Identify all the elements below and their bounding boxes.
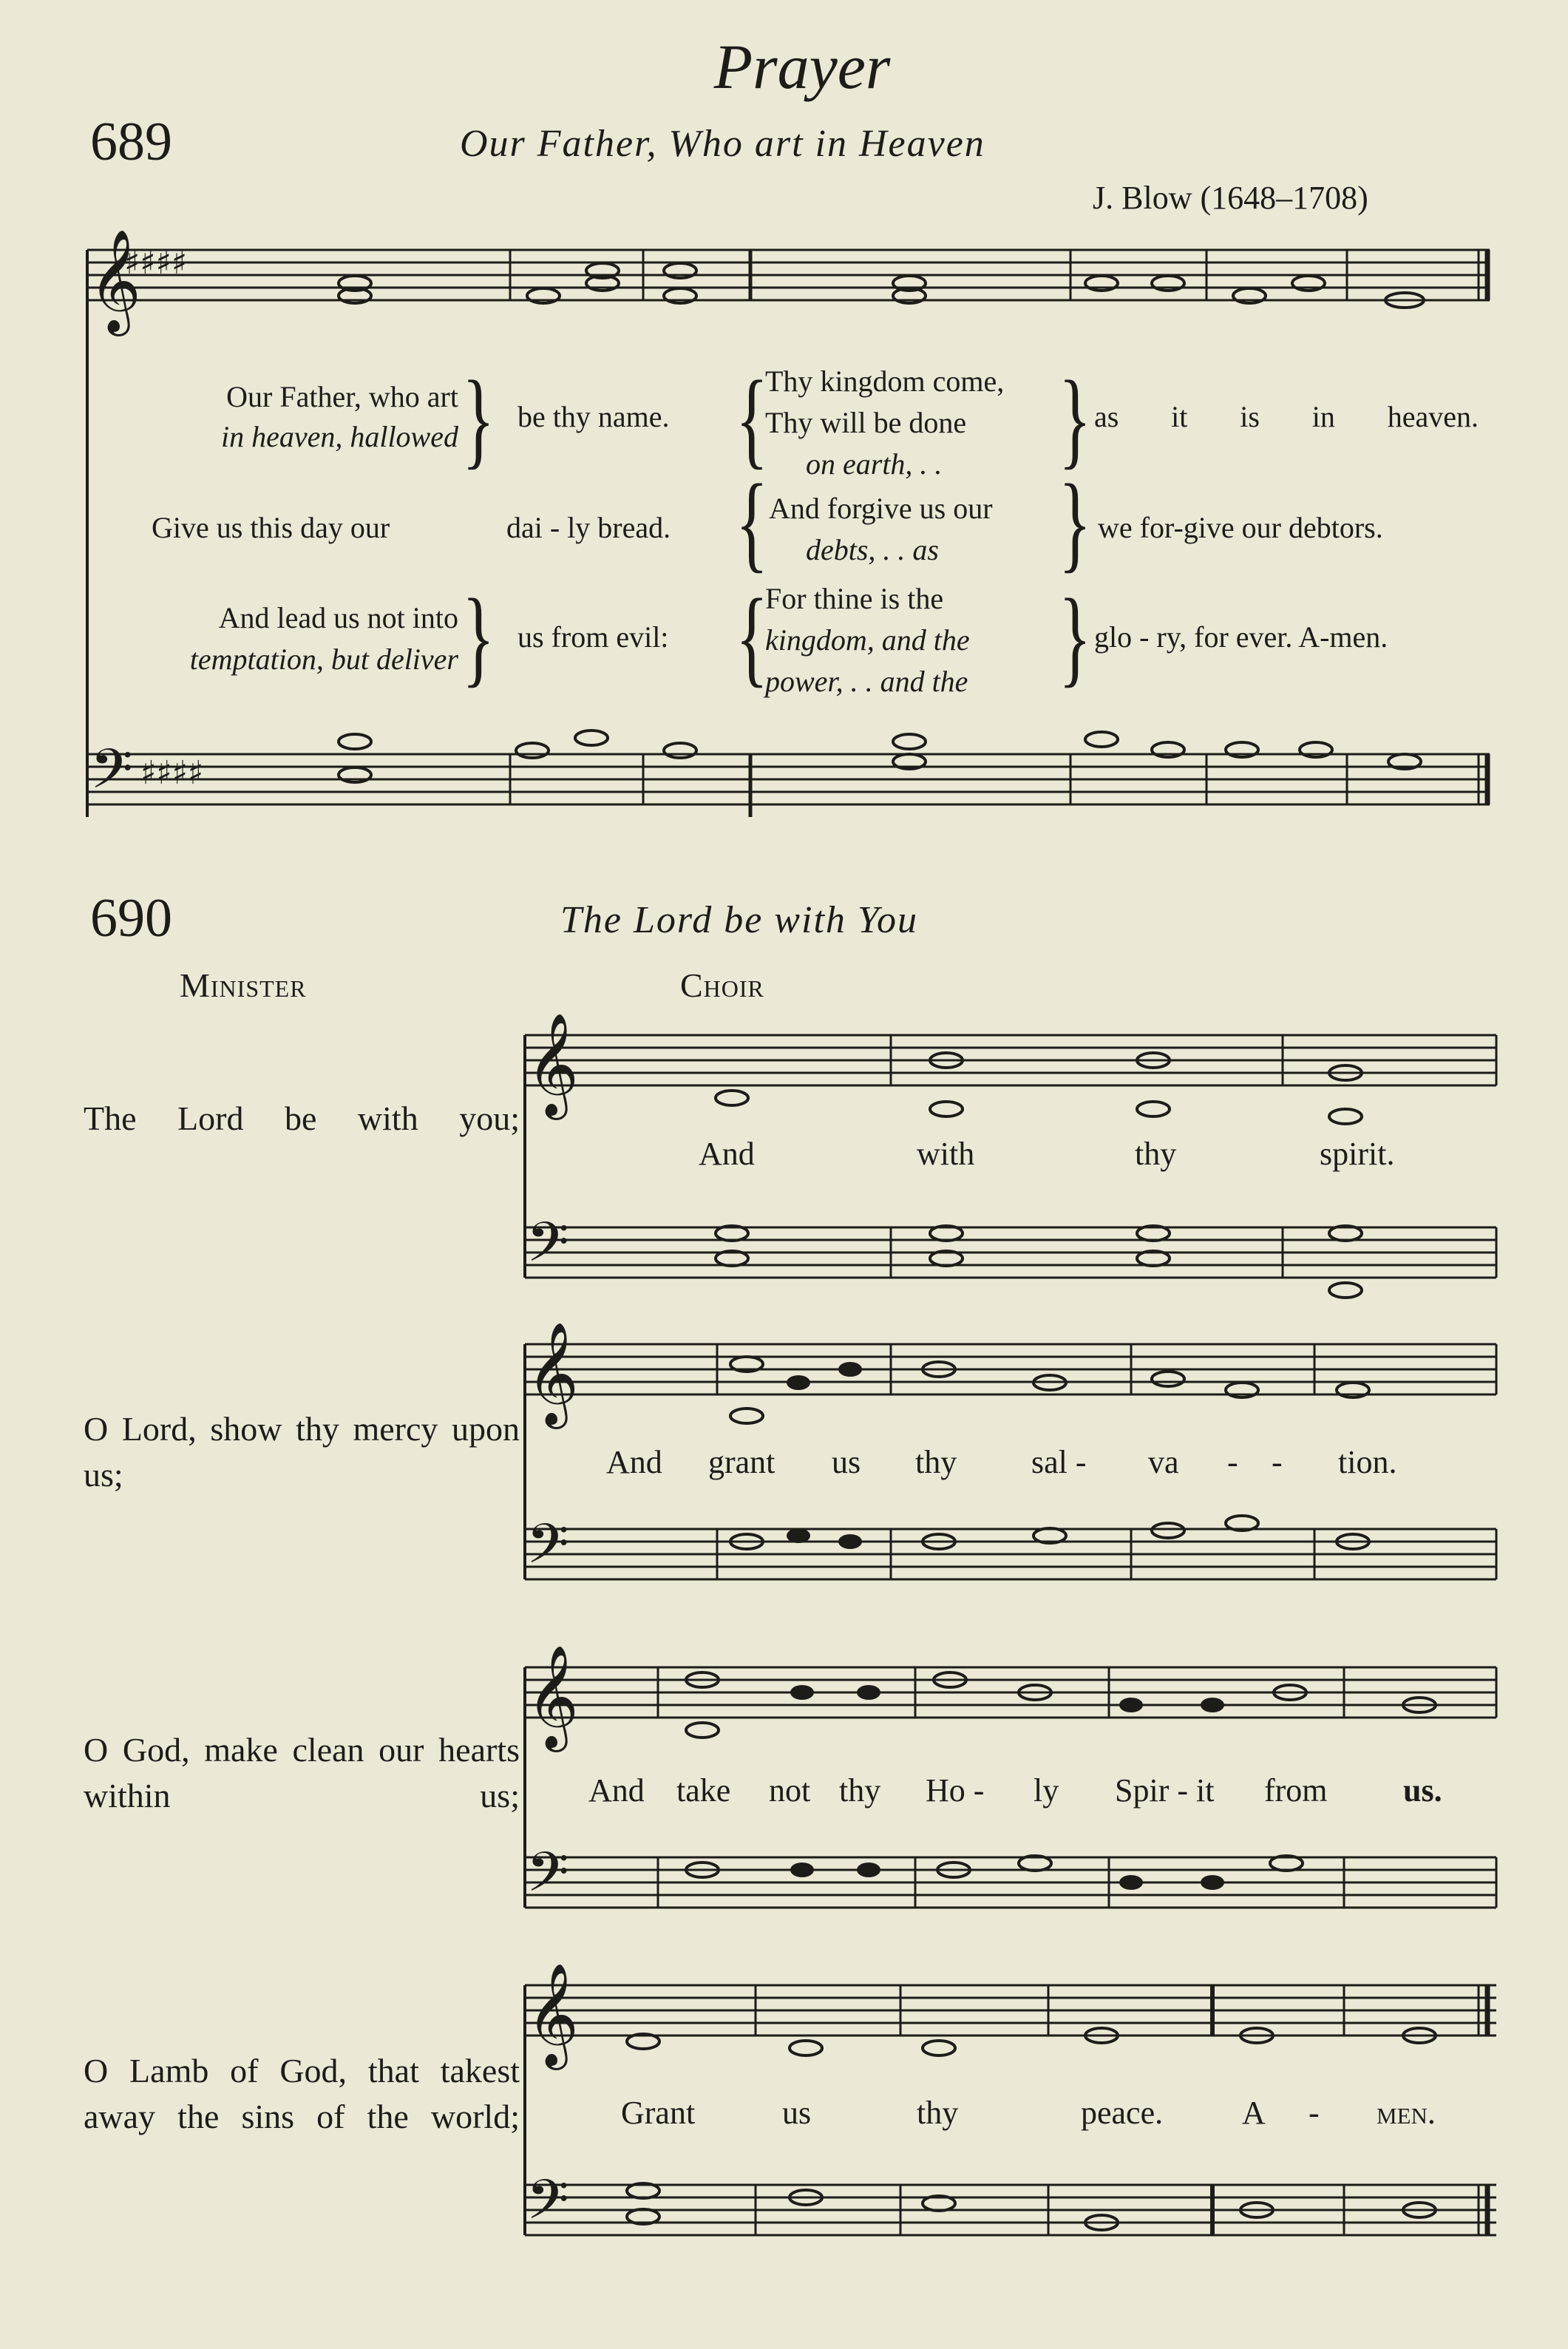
chant-689-row2-col2: dai - ly bread. [506, 511, 671, 544]
brace: } [462, 576, 495, 697]
choir-syllable: - [1227, 1444, 1238, 1480]
svg-text:𝄞: 𝄞 [526, 1645, 579, 1748]
svg-text:𝄞: 𝄞 [526, 1963, 579, 2066]
choir-syllable: - [1309, 2095, 1320, 2131]
choir-syllable: us [782, 2095, 812, 2131]
choir-syllable: grant [708, 1444, 775, 1480]
choir-syllable: men. [1377, 2095, 1436, 2131]
hymn-number-690: 690 [90, 888, 172, 949]
brace: } [1059, 461, 1092, 583]
treble-clef-icon: 𝄞 [89, 229, 141, 332]
choir-syllable: take [676, 1772, 731, 1809]
svg-text:♯♯♯♯: ♯♯♯♯ [140, 754, 204, 792]
composer: J. Blow (1648–1708) [1093, 180, 1368, 216]
minister-text: O Lamb of God, that takest away the sins of the world; [84, 2052, 520, 2135]
brace: { [736, 576, 769, 697]
choir-syllable: thy [917, 2095, 959, 2131]
minister-text: O Lord, show thy mercy upon us; [84, 1410, 520, 1494]
choir-syllable: us [832, 1444, 861, 1480]
choir-syllable: thy [839, 1772, 881, 1809]
hymn-title-690: The Lord be with You [560, 899, 919, 941]
chant-689-row1-col2: be thy name. [517, 400, 670, 433]
chant-689-row2-col4: we for-give our debtors. [1098, 511, 1383, 544]
chant-689-row3-col4: glo - ry, for ever. A-men. [1094, 620, 1388, 654]
choir-syllable: And [588, 1772, 645, 1809]
choir-syllable: ly [1034, 1772, 1059, 1809]
choir-syllable: And [699, 1136, 755, 1172]
svg-text:𝄢: 𝄢 [526, 1512, 569, 1590]
svg-text:𝄢: 𝄢 [526, 1840, 569, 1918]
minister-text: The Lord be with you; [84, 1099, 520, 1137]
choir-syllable: - [1272, 1444, 1283, 1480]
choir-syllable: peace. [1081, 2095, 1164, 2131]
svg-text:𝄞: 𝄞 [526, 1013, 579, 1116]
choir-syllable: from [1264, 1772, 1328, 1809]
choir-syllable: tion. [1338, 1444, 1397, 1480]
brace: } [462, 358, 495, 479]
brace: { [736, 461, 769, 583]
svg-text:𝄞: 𝄞 [526, 1322, 579, 1425]
choir-syllable: And [606, 1444, 662, 1480]
chant-689-row1-col4: as it is in heaven. [1094, 400, 1479, 433]
choir-syllable: spirit. [1320, 1136, 1395, 1172]
svg-text:♯♯♯♯: ♯♯♯♯ [124, 244, 188, 282]
minister-label: Minister [180, 966, 307, 1004]
choir-syllable: with [917, 1136, 975, 1172]
choir-syllable: Grant [621, 2095, 696, 2131]
choir-syllable: thy [1135, 1136, 1177, 1172]
choir-syllable: Ho - [926, 1772, 985, 1809]
choir-label: Choir [680, 966, 764, 1004]
brace: } [1059, 576, 1092, 697]
hymn-number-689: 689 [90, 112, 172, 172]
chant-689-row2-col1: Give us this day our [152, 511, 390, 544]
hymn-title-689: Our Father, Who art in Heaven [460, 123, 985, 165]
bass-clef-icon: 𝄢 [90, 737, 133, 815]
minister-text: O God, make clean our hearts within us; [84, 1731, 520, 1814]
staves-690 [525, 1035, 1496, 2235]
svg-text:𝄢: 𝄢 [526, 2168, 569, 2245]
chant-689-row2-col3: And forgive us our debts, . . as [769, 492, 993, 566]
chant-689-row3-col1: And lead us not into temptation, but deliver [189, 601, 458, 676]
brace: { [736, 358, 769, 479]
chant-689-row3-col2: us from evil: [517, 620, 669, 654]
chant-689-row1-col3: Thy kingdom come, Thy will be done on earth, . . [765, 365, 1005, 481]
choir-syllable: not [769, 1772, 811, 1809]
choir-syllable: Spir - it [1115, 1772, 1215, 1809]
choir-syllable: A [1242, 2095, 1266, 2131]
page-title: Prayer [713, 31, 891, 102]
choir-syllable: us. [1403, 1772, 1442, 1809]
chant-689-row1-col1: Our Father, who art in heaven, hallowed [220, 380, 458, 453]
choir-syllable: sal - [1031, 1444, 1087, 1480]
svg-text:𝄢: 𝄢 [526, 1210, 569, 1288]
staff-689-bass [87, 754, 1490, 817]
chant-689-row3-col3: For thine is the kingdom, and the power, . . and the [765, 582, 970, 698]
brace: } [1059, 358, 1092, 479]
choir-syllable: va [1148, 1444, 1179, 1480]
choir-syllable: thy [915, 1444, 957, 1480]
